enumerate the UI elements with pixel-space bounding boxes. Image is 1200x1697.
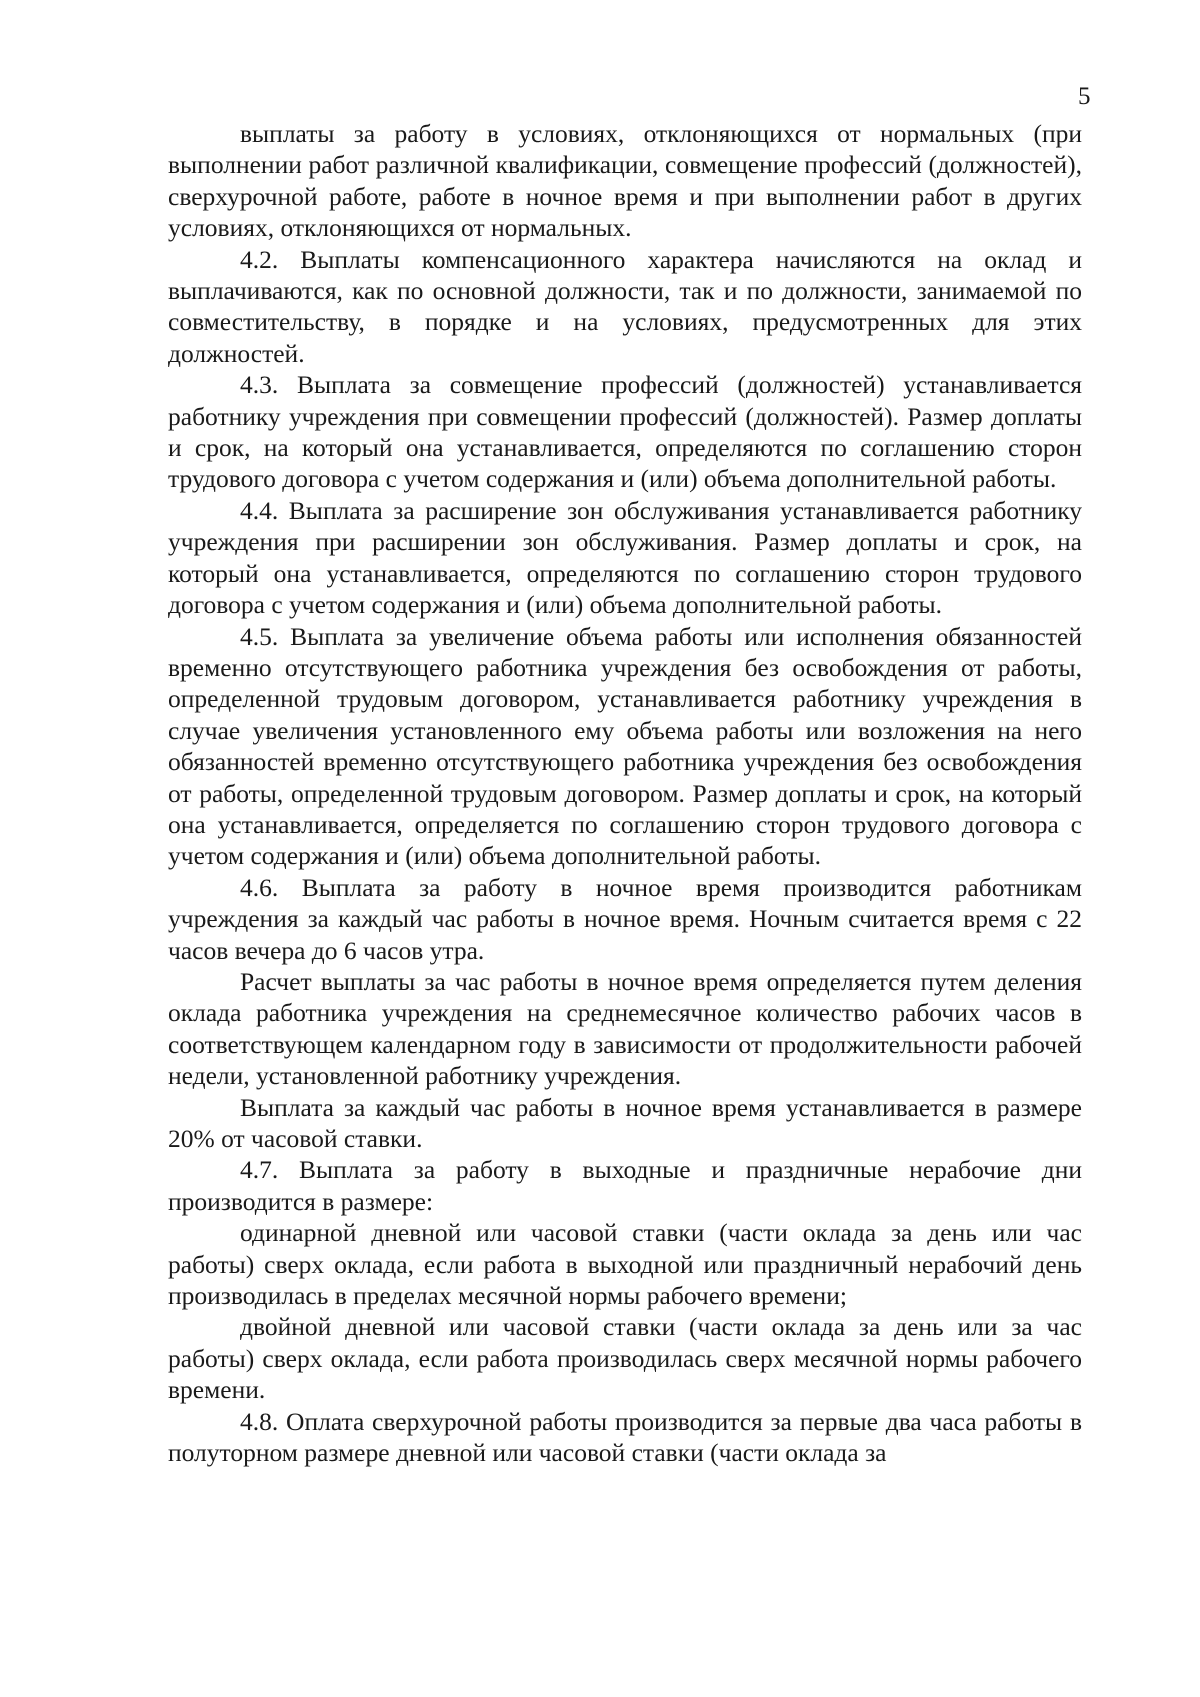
paragraph-4-5: 4.5. Выплата за увеличение объема работы или исполнения обязанностей временно отсутствующего работника учреждения без освобождения от работы, определенной трудовым договором, устанавливается работнику учреждения в случае увеличения установленного ему объема работы или возложения на него обязанностей временно отсутствующего работника учреждения без освобождения от работы, определенной трудовым договором. Размер доплаты и срок, на который она устанавливается, определяется по соглашению сторон трудового договора с учетом содержания и (или) объема дополнительной работы. bbox=[168, 621, 1082, 871]
paragraph-single-rate: одинарной дневной или часовой ставки (части оклада за день или час работы) сверх оклада, если работа в выходной или праздничный нерабочий день производилась в пределах месячной нормы рабочего времени; bbox=[168, 1218, 1082, 1311]
paragraph-double-rate: двойной дневной или часовой ставки (части оклада за день или за час работы) сверх оклада, если работа производилась сверх месячной нормы рабочего времени. bbox=[168, 1312, 1082, 1405]
paragraph-4-4: 4.4. Выплата за расширение зон обслуживания устанавливается работнику учреждения при расширении зон обслуживания. Размер доплаты и срок, на который она устанавливается, определяются по соглашению сторон трудового договора с учетом содержания и (или) объема дополнительной работы. bbox=[168, 495, 1082, 620]
paragraph-night-calculation: Расчет выплаты за час работы в ночное время определяется путем деления оклада работника учреждения на среднемесячное количество рабочих часов в соответствующем календарном году в зависимости от продолжительности рабочей недели, установленной работнику учреждения. bbox=[168, 966, 1082, 1091]
paragraph-4-6: 4.6. Выплата за работу в ночное время производится работникам учреждения за каждый час работы в ночное время. Ночным считается время с 22 часов вечера до 6 часов утра. bbox=[168, 872, 1082, 965]
paragraph-4-7: 4.7. Выплата за работу в выходные и праздничные нерабочие дни производится в размере: bbox=[168, 1155, 1082, 1216]
paragraph-4-2: 4.2. Выплаты компенсационного характера начисляются на оклад и выплачиваются, как по основной должности, так и по должности, занимаемой по совместительству, в порядке и на условиях, предусмотренных для этих должностей. bbox=[168, 244, 1082, 368]
body-text bbox=[168, 118, 1082, 1468]
page-number: 5 bbox=[1078, 83, 1091, 110]
paragraph-4-8: 4.8. Оплата сверхурочной работы производится за первые два часа работы в полуторном размере дневной или часовой ставки (части оклада за bbox=[168, 1406, 1082, 1468]
paragraph-intro: выплаты за работу в условиях, отклоняющихся от нормальных (при выполнении работ различной квалификации, совмещение профессий (должностей), сверхурочной работе, работе в ночное время и при выполнении работ в других условиях, отклоняющихся от нормальных. bbox=[168, 119, 1082, 243]
paragraph-night-rate: Выплата за каждый час работы в ночное время устанавливается в размере 20% от часовой ставки. bbox=[168, 1092, 1082, 1153]
paragraph-4-3: 4.3. Выплата за совмещение профессий (должностей) устанавливается работнику учреждения при совмещении профессий (должностей). Размер доплаты и срок, на который она устанавливается, определяются по соглашению сторон трудового договора с учетом содержания и (или) объема дополнительной работы. bbox=[168, 370, 1082, 494]
